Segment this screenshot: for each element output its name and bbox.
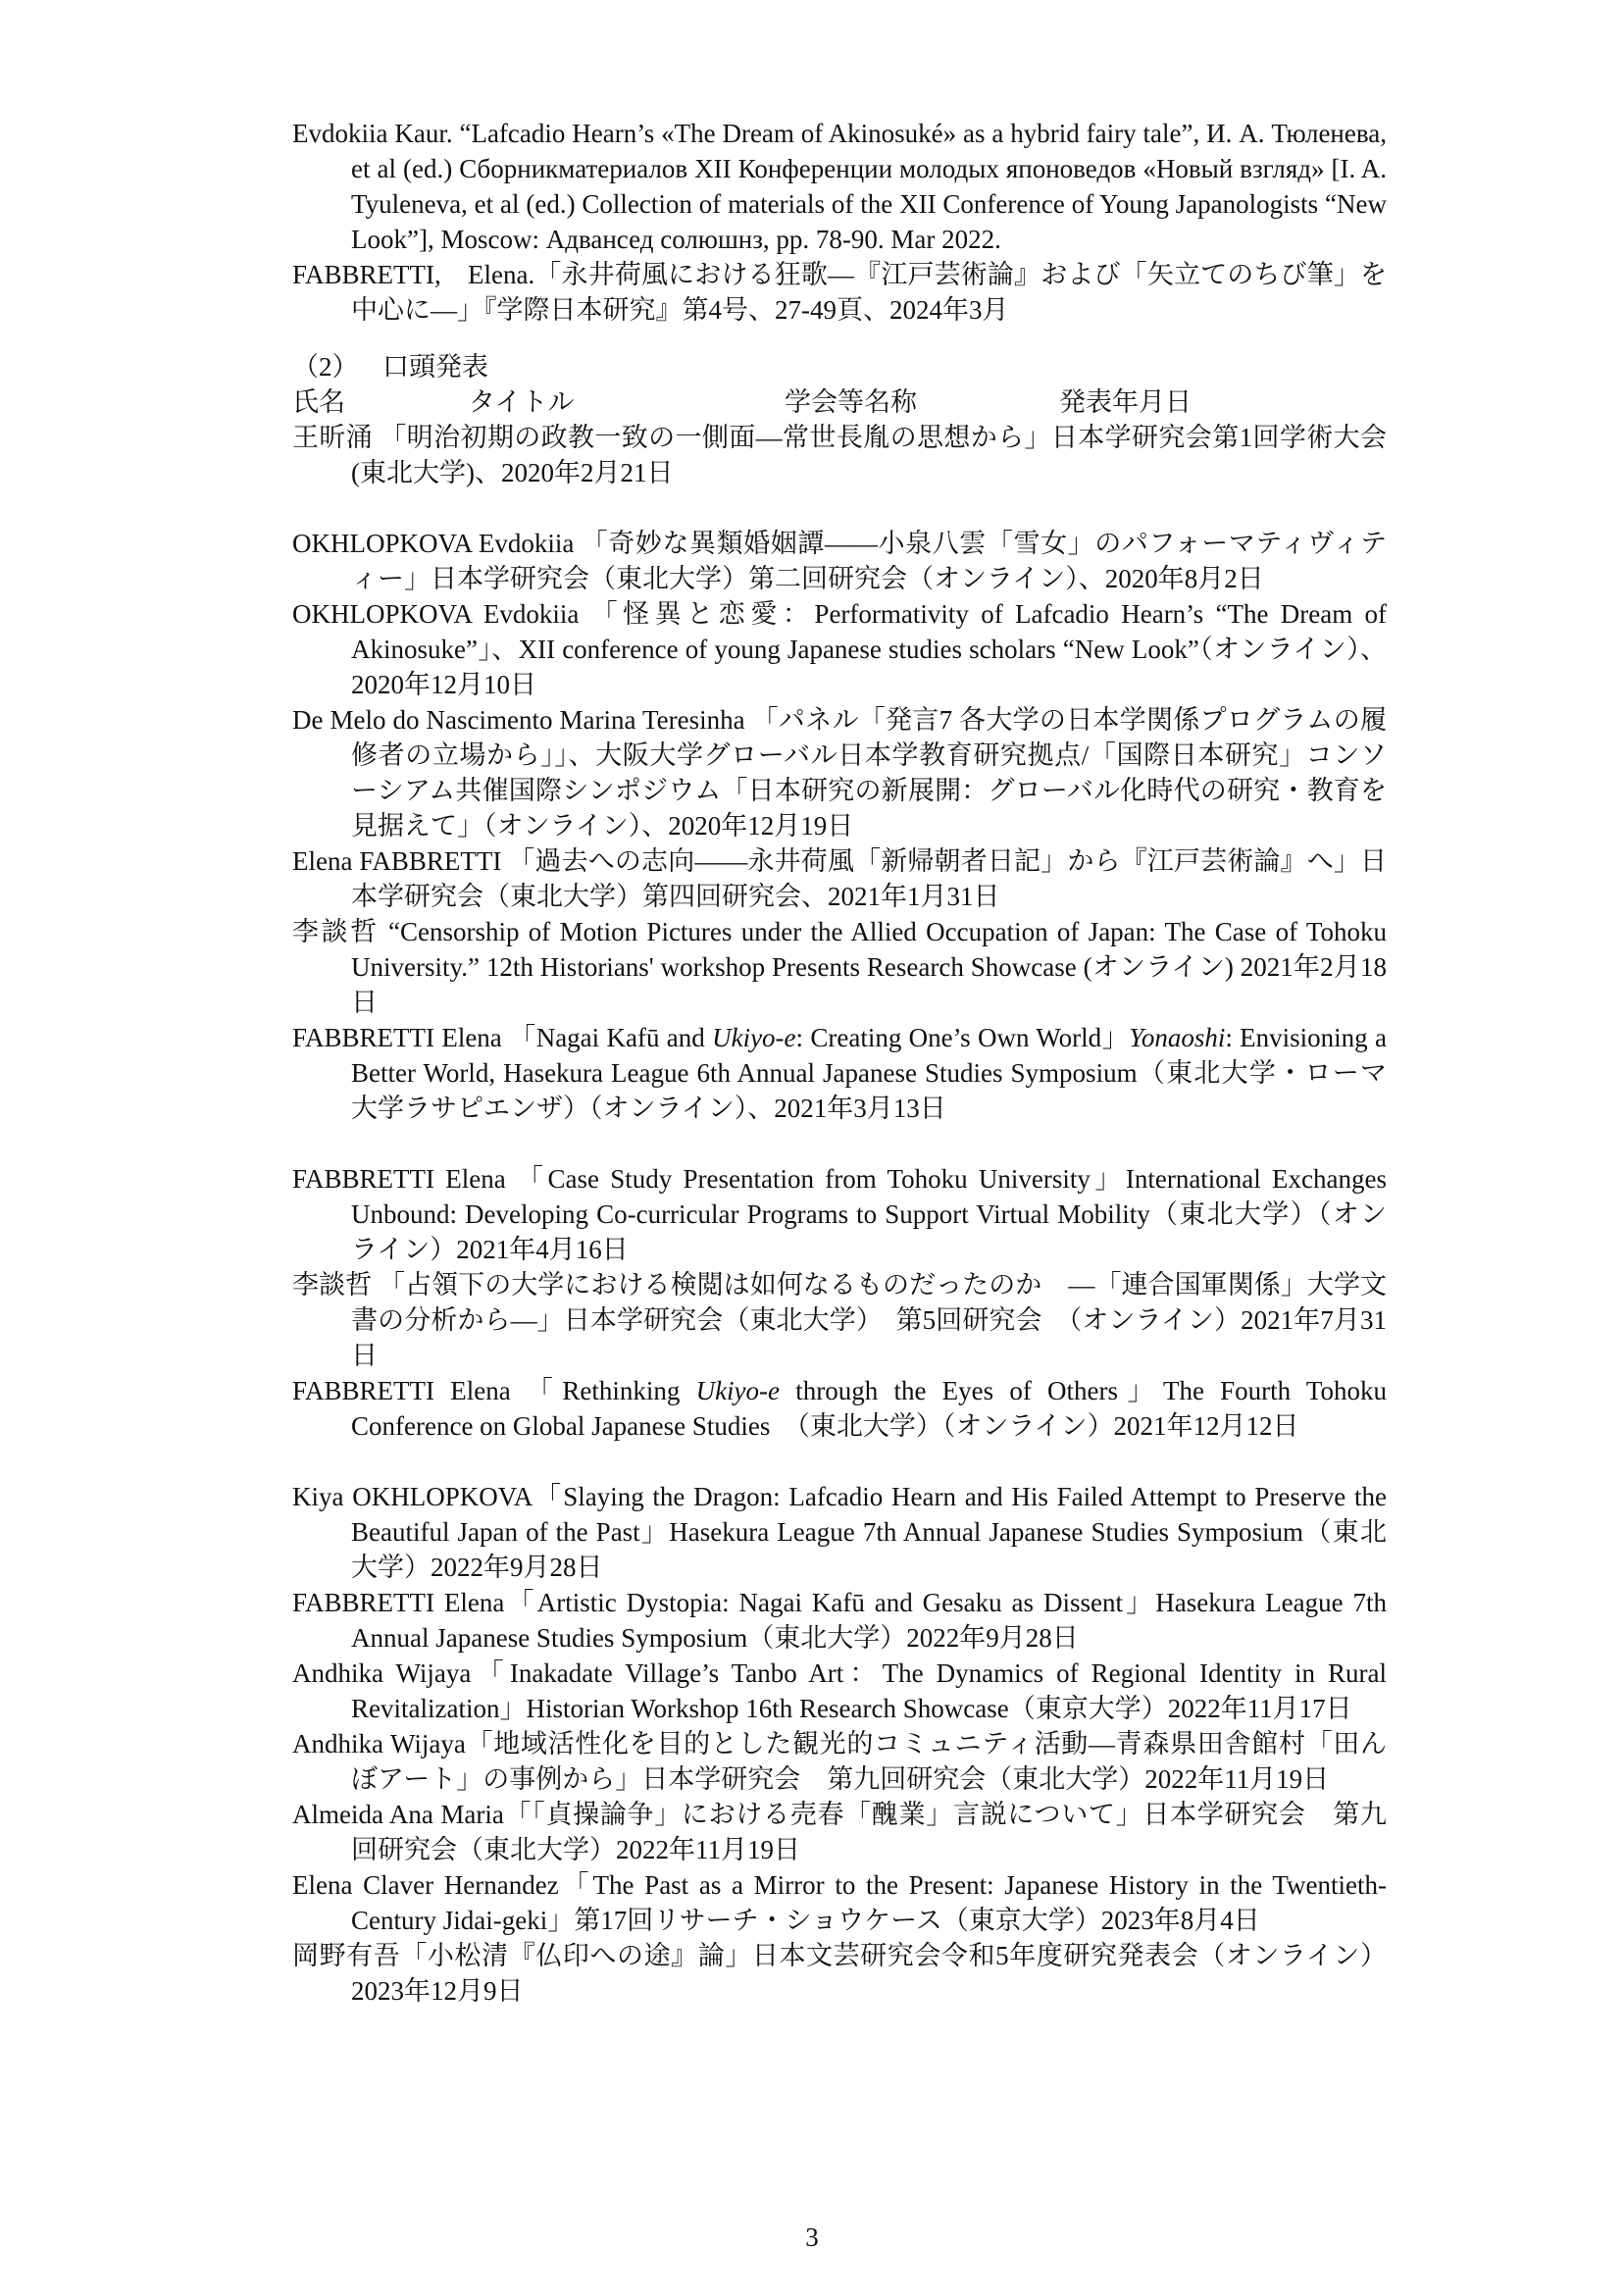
section-title: 口頭発表 [382,352,488,382]
section-heading [292,349,1387,384]
publication-entry: FABBRETTI, Elena.「永井荷風における狂歌—『江戸芸術論』および「矢立てのちび筆」を中心に—」『学際日本研究』第4号、27-49頁、2024年3月 [292,260,1387,325]
presentation-entry: 李談哲 「占領下の大学における検閲は如何なるものだったのか —「連合国軍関係」大学文書の分析から—」日本学研究会（東北大学） 第5回研究会 （オンライン）2021年7月31日 [292,1270,1387,1370]
presentation-entry: OKHLOPKOVA Evdokiia 「奇妙な異類婚姻譚——小泉八雲「雪女」のパフォーマティヴィティー」日本学研究会（東北大学）第二回研究会（オンライン）、2020年8月2日 [292,529,1387,593]
entry-text: through the Eyes of Others」The Fourth Tohoku Conference on Global Japanese Studies （東北大学）（オンライン）2021年12月12日 [351,1376,1387,1441]
presentation-entry: FABBRETTI Elena 「Case Study Presentation from Tohoku University」International Exchanges Unbound: Developing Co-curricular Programs to Support Virtual Mobility（東北大学）（オンライン）2021年4月16日 [292,1164,1387,1264]
presentation-entry: Elena FABBRETTI 「過去への志向——永井荷風「新帰朝者日記」から『江戸芸術論』へ」日本学研究会（東北大学）第四回研究会、2021年1月31日 [292,846,1387,911]
presentation-entry: FABBRETTI Elena「Artistic Dystopia: Nagai Kafū and Gesaku as Dissent」Hasekura League 7th Annual Japanese Studies Symposium（東北大学）2022年9月28日 [292,1588,1387,1653]
document-page [292,116,1387,2009]
entry-text: : Envisioning a Better World, Hasekura League 6th Annual Japanese Studies Symposium（東北大学・ローマ大学ラサピエンザ）（オンライン）、2021年3月13日 [351,1023,1387,1123]
entry-text: FABBRETTI Elena 「Rethinking [292,1376,696,1405]
entry-text: : Creating One’s Own World」 [795,1023,1130,1052]
presentation-entry: 岡野有吾「小松清『仏印への途』論」日本文芸研究会令和5年度研究発表会（オンライン）2023年12月9日 [292,1941,1387,2006]
presentation-entry: Andhika Wijaya「Inakadate Village’s Tanbo Art：The Dynamics of Regional Identity in Rural Revitalization」Historian Workshop 16th Research Showcase（東京大学）2022年11月17日 [292,1658,1387,1723]
column-header-venue: 学会等名称 [785,387,917,417]
publication-entry: Evdokiia Kaur. “Lafcadio Hearn’s «The Dream of Akinosuké» as a hybrid fairy tale”, И. А. Тюленева, et al (ed.) Сборникматериалов XII Конференции молодых японоведов «Новый взгляд» [I. A. Tyuleneva, et al (ed.) Collection of materials of the XII Conference of Young Japanologists “New Look”], Moscow: Адвансед солюшнз, pp. 78-90. Mar 2022. [292,119,1387,254]
entry-text: FABBRETTI Elena 「Nagai Kafū and [292,1023,713,1052]
column-header-name: 氏名 [292,387,345,417]
presentation-entry: 李談哲 “Censorship of Motion Pictures under the Allied Occupation of Japan: The Case of Tohoku University.” 12th Historians' workshop Presents Research Showcase (オンライン) 2021年2月18日 [292,917,1387,1017]
presentation-entry: Almeida Ana Maria「「貞操論争」における売春「醜業」言説について」日本学研究会 第九回研究会（東北大学）2022年11月19日 [292,1800,1387,1864]
entry-italic-term: Ukiyo-e [695,1376,781,1405]
presentation-entry: Andhika Wijaya「地域活性化を目的とした観光的コミュニティ活動—青森県田舎館村「田んぼアート」の事例から」日本学研究会 第九回研究会（東北大学）2022年11月19日 [292,1729,1387,1794]
column-header-title: タイトル [469,387,575,417]
presentation-entry [292,1020,1387,1126]
presentation-entry: OKHLOPKOVA Evdokiia 「怪異と恋愛：Performativity of Lafcadio Hearn’s “The Dream of Akinosuke”」、XII conference of young Japanese studies scholars “New Look”（オンライン）、2020年12月10日 [292,599,1387,699]
presentation-entry [292,1373,1387,1444]
section-number: （2） [292,352,359,382]
column-header-date: 発表年月日 [1059,387,1192,417]
entry-italic-term: Ukiyo-e [712,1023,796,1052]
presentation-entry: Kiya OKHLOPKOVA「Slaying the Dragon: Lafcadio Hearn and His Failed Attempt to Preserve the Beautiful Japan of the Past」Hasekura League 7th Annual Japanese Studies Symposium（東北大学）2022年9月28日 [292,1482,1387,1582]
entry-italic-term: Yonaoshi [1129,1023,1226,1052]
presentation-entry: 王昕涌 「明治初期の政教一致の一側面—常世長胤の思想から」日本学研究会第1回学術大会 (東北大学)、2020年2月21日 [292,423,1387,487]
presentation-entry: Elena Claver Hernandez「The Past as a Mirror to the Present: Japanese History in the Twentieth-Century Jidai-geki」第17回リサーチ・ショウケース（東京大学）2023年8月4日 [292,1870,1387,1935]
page-number: 3 [805,2222,819,2252]
presentation-entry: De Melo do Nascimento Marina Teresinha 「パネル「発言7 各大学の日本学関係プログラムの履修者の立場から」」、大阪大学グローバル日本学教育研究拠点/「国際日本研究」コンソーシアム共催国際シンポジウム「日本研究の新展開：グローバル化時代の研究・教育を見据えて」（オンライン）、2020年12月19日 [292,705,1387,841]
column-headers [292,384,1387,420]
